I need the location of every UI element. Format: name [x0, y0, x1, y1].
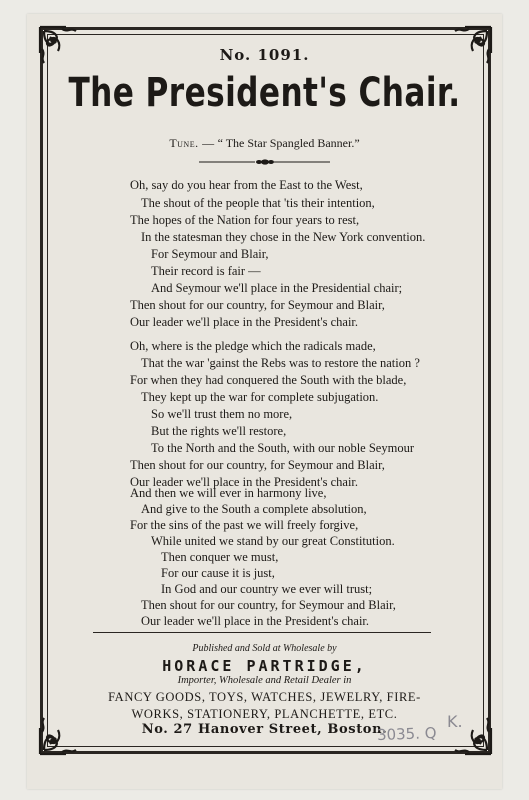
verse-line: For the sins of the past we will freely forgive,: [130, 518, 359, 532]
verse-line: Our leader we'll place in the President's chair.: [130, 475, 359, 489]
tune-prefix: Tune. —: [169, 136, 215, 150]
publisher-intro: Published and Sold at Wholesale by: [192, 643, 337, 654]
publisher-description: Importer, Wholesale and Retail Dealer in: [177, 675, 352, 686]
verse-line: Then shout for our country, for Seymour and Blair,: [130, 298, 385, 312]
publisher-address: No. 27 Hanover Street, Boston.: [141, 722, 388, 737]
verse-line: And then we will ever in harmony live,: [130, 486, 327, 500]
verse-line: Then conquer we must,: [161, 550, 279, 564]
verse-line: In the statesman they chose in the New York convention.: [141, 230, 426, 244]
verse-line: So we'll trust them no more,: [151, 407, 293, 421]
verse-line: Then shout for our country, for Seymour and Blair,: [130, 458, 385, 472]
tune-line: [0, 136, 529, 151]
verse-line: The shout of the people that 'tis their intention,: [141, 196, 375, 210]
verse-line: Our leader we'll place in the President's chair.: [141, 614, 370, 628]
verse-line: And give to the South a complete absolution,: [141, 502, 367, 516]
verse-line: Our leader we'll place in the President's chair.: [130, 315, 359, 329]
verse-line: Then shout for our country, for Seymour and Blair,: [141, 598, 396, 612]
verse-line: Oh, say do you hear from the East to the West,: [130, 178, 363, 192]
publisher-goods-line-1: FANCY GOODS, TOYS, WATCHES, JEWELRY, FIRE-: [108, 690, 421, 704]
verse-line: For Seymour and Blair,: [151, 247, 269, 261]
verse-line: But the rights we'll restore,: [151, 424, 287, 438]
tune-name: “ The Star Spangled Banner.”: [217, 136, 360, 150]
verse-line: While united we stand by our great Constitution.: [151, 534, 395, 548]
divider: [93, 632, 431, 633]
verse-line: Oh, where is the pledge which the radicals made,: [130, 339, 376, 353]
verse-line: They kept up the war for complete subjugation.: [141, 390, 379, 404]
publisher-goods-line-2: WORKS, STATIONERY, PLANCHETTE, ETC.: [131, 707, 398, 721]
song-number: No. 1091.: [219, 46, 310, 64]
verse-line: And Seymour we'll place in the Presidential chair;: [151, 281, 403, 295]
verse-line: That the war 'gainst the Rebs was to restore the nation ?: [141, 356, 420, 370]
page-title: The President's Chair.: [68, 70, 461, 116]
verse-line: The hopes of the Nation for four years to rest,: [130, 213, 360, 227]
publisher-name: HORACE PARTRIDGE,: [162, 657, 367, 675]
verse-line: To the North and the South, with our noble Seymour: [151, 441, 414, 455]
verse-line: Their record is fair —: [151, 264, 261, 278]
verse-line: In God and our country we ever will trust;: [161, 582, 373, 596]
pencil-catalog-number: 3035. Q: [376, 723, 437, 745]
ornamental-rule-icon: [199, 158, 330, 166]
verse-line: For our cause it is just,: [161, 566, 275, 580]
verse-line: For when they had conquered the South with the blade,: [130, 373, 407, 387]
pencil-catalog-letter: K.: [447, 712, 463, 731]
